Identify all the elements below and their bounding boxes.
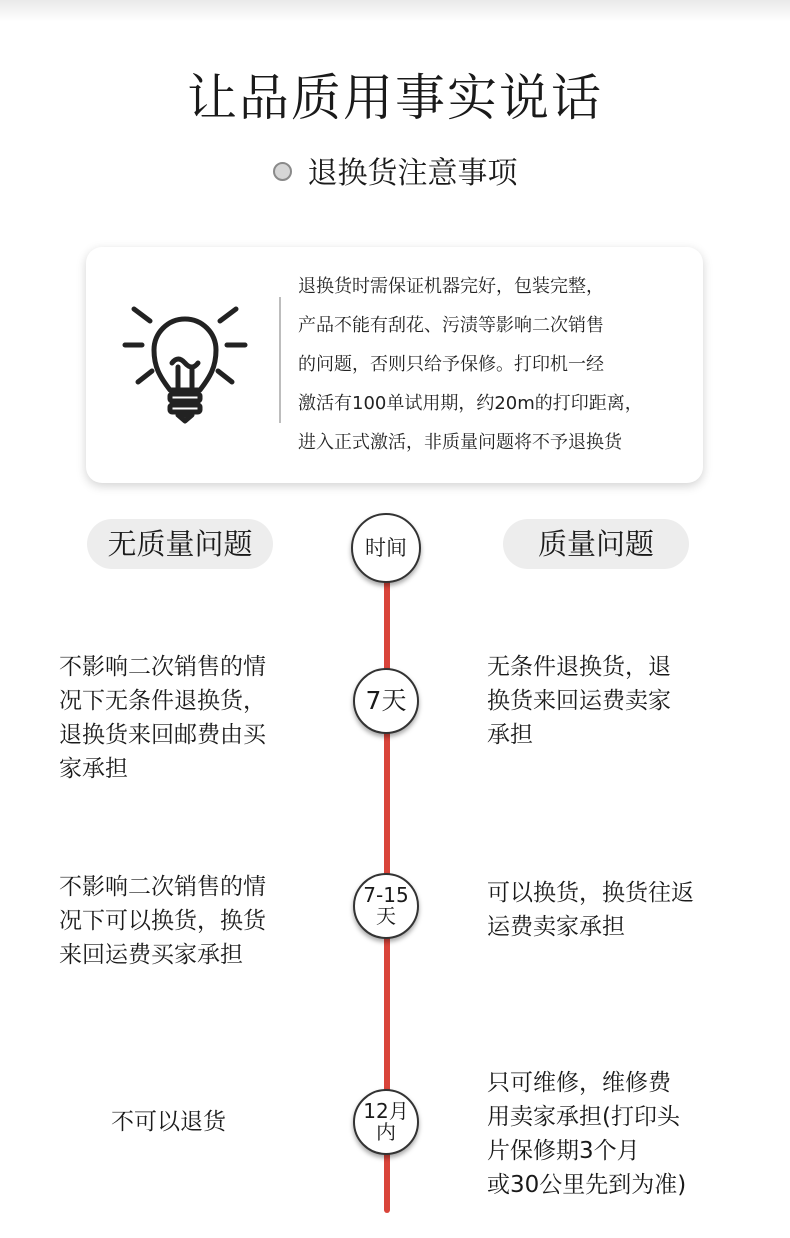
rule-quality-7-days <box>487 650 671 752</box>
top-strip <box>0 0 790 22</box>
period-label: 7-15 <box>363 883 409 907</box>
notice-text <box>298 267 698 462</box>
no-quality-issue-label: 无质量问题 <box>87 519 273 569</box>
notice-line: 进入正式激活，非质量问题将不予退换货 <box>298 432 622 453</box>
timeline-node-7-days <box>353 668 419 734</box>
rule-no-quality-7-15-days <box>59 870 266 972</box>
section-heading <box>0 148 790 192</box>
notice-line: 激活有100单试用期，约20m的打印距离， <box>298 393 643 414</box>
notice-card <box>86 247 703 483</box>
rule-quality-12-months <box>487 1066 686 1202</box>
rule-line: 只可维修，维修费 <box>487 1070 671 1096</box>
timeline-head-label: 时间 <box>365 535 407 560</box>
rule-line: 家承担 <box>59 756 128 782</box>
card-divider <box>279 297 281 423</box>
rule-line: 不影响二次销售的情 <box>59 874 266 900</box>
bullet-dot-icon <box>273 162 292 181</box>
rule-line: 片保修期3个月 <box>487 1138 640 1164</box>
rule-line: 或30公里先到为准) <box>487 1172 687 1198</box>
rule-line: 来回运费买家承担 <box>59 942 243 968</box>
rule-line: 用卖家承担(打印头 <box>487 1104 680 1130</box>
notice-line: 产品不能有刮花、污渍等影响二次销售 <box>298 315 604 336</box>
rule-line: 况下可以换货，换货 <box>59 908 266 934</box>
rule-quality-7-15-days <box>487 876 694 944</box>
rule-line: 无条件退换货，退 <box>487 654 671 680</box>
period-label: 天 <box>376 904 396 928</box>
rule-line: 退换货来回邮费由买 <box>59 722 266 748</box>
rule-line: 不影响二次销售的情 <box>59 654 266 680</box>
rule-line: 运费卖家承担 <box>487 914 625 940</box>
page-title: 让品质用事实说话 <box>187 69 603 127</box>
rule-line: 换货来回运费卖家 <box>487 688 671 714</box>
rule-line: 况下无条件退换货， <box>59 688 266 714</box>
rule-line: 承担 <box>487 722 533 748</box>
section-heading-text: 退换货注意事项 <box>307 156 518 191</box>
notice-line: 退换货时需保证机器完好，包装完整， <box>298 276 604 297</box>
period-label: 12月 <box>363 1099 409 1123</box>
lightbulb-icon <box>120 297 250 427</box>
period-label: 内 <box>376 1120 396 1144</box>
timeline-head-node <box>351 513 421 583</box>
rule-line: 不可以退货 <box>111 1109 226 1135</box>
timeline-node-7-15-days <box>353 873 419 939</box>
rule-no-quality-12-months <box>111 1105 226 1139</box>
rule-no-quality-7-days <box>59 650 266 786</box>
rule-line: 可以换货，换货往返 <box>487 880 694 906</box>
period-label: 7天 <box>365 685 407 715</box>
notice-line: 的问题，否则只给予保修。打印机一经 <box>298 354 604 375</box>
quality-issue-label: 质量问题 <box>503 519 689 569</box>
timeline-node-12-months <box>353 1089 419 1155</box>
